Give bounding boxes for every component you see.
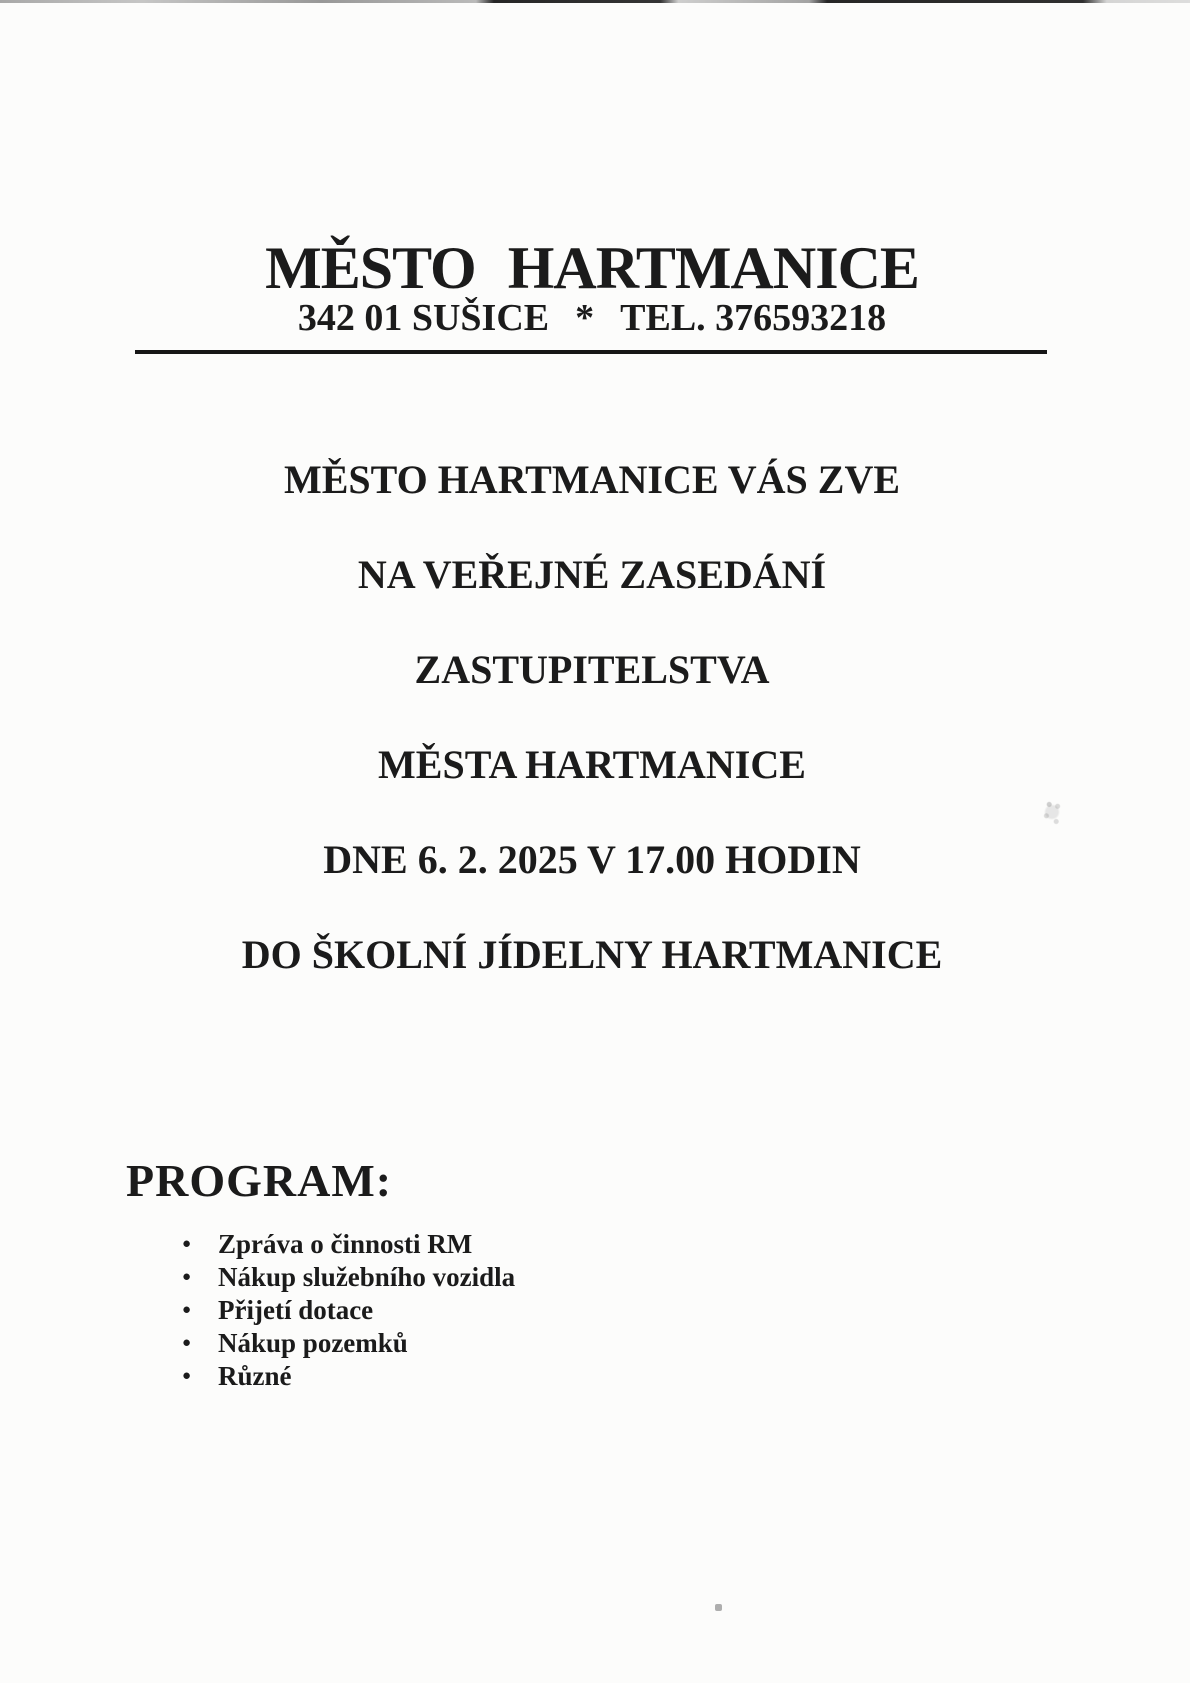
invitation-line: NA VEŘEJNÉ ZASEDÁNÍ [357, 552, 827, 597]
letterhead-separator-star: * [575, 297, 595, 339]
letterhead-divider-rule [135, 350, 1047, 354]
bullet-icon: ● [182, 1302, 192, 1318]
program-item-label: Zpráva o činnosti RM [218, 1229, 473, 1259]
letterhead-address-text: 342 01 SUŠICE [297, 297, 550, 339]
invitation-body [0, 432, 1184, 1002]
program-item [182, 1327, 515, 1360]
scan-artifact-smudge [1038, 793, 1066, 831]
invitation-line: MĚSTA HARTMANICE [378, 742, 806, 787]
program-item [182, 1228, 515, 1261]
bullet-icon: ● [182, 1368, 192, 1384]
program-list [182, 1228, 515, 1393]
bullet-icon: ● [182, 1269, 192, 1285]
scan-artifact-speck [715, 1604, 722, 1611]
invitation-line: DO ŠKOLNÍ JÍDELNY HARTMANICE [241, 932, 943, 977]
program-item-label: Nákup služebního vozidla [218, 1262, 516, 1292]
program-item [182, 1294, 515, 1327]
program-item-label: Různé [218, 1361, 292, 1391]
program-item [182, 1360, 515, 1393]
program-item [182, 1261, 515, 1294]
program-item-label: Nákup pozemků [218, 1328, 408, 1358]
invitation-line: DNE 6. 2. 2025 V 17.00 HODIN [323, 837, 861, 882]
bullet-icon: ● [182, 1236, 192, 1252]
program-heading: PROGRAM: [126, 1155, 393, 1206]
invitation-line: ZASTUPITELSTVA [414, 647, 770, 692]
invitation-line: MĚSTO HARTMANICE VÁS ZVE [283, 457, 901, 502]
program-item-label: Přijetí dotace [218, 1295, 374, 1325]
letterhead-address-line [0, 298, 1184, 340]
letterhead-phone-text: TEL. 376593218 [620, 297, 887, 339]
letterhead-title: MĚSTO HARTMANICE [265, 235, 919, 301]
bullet-icon: ● [182, 1335, 192, 1351]
scan-artifact-top-line [0, 0, 1190, 6]
